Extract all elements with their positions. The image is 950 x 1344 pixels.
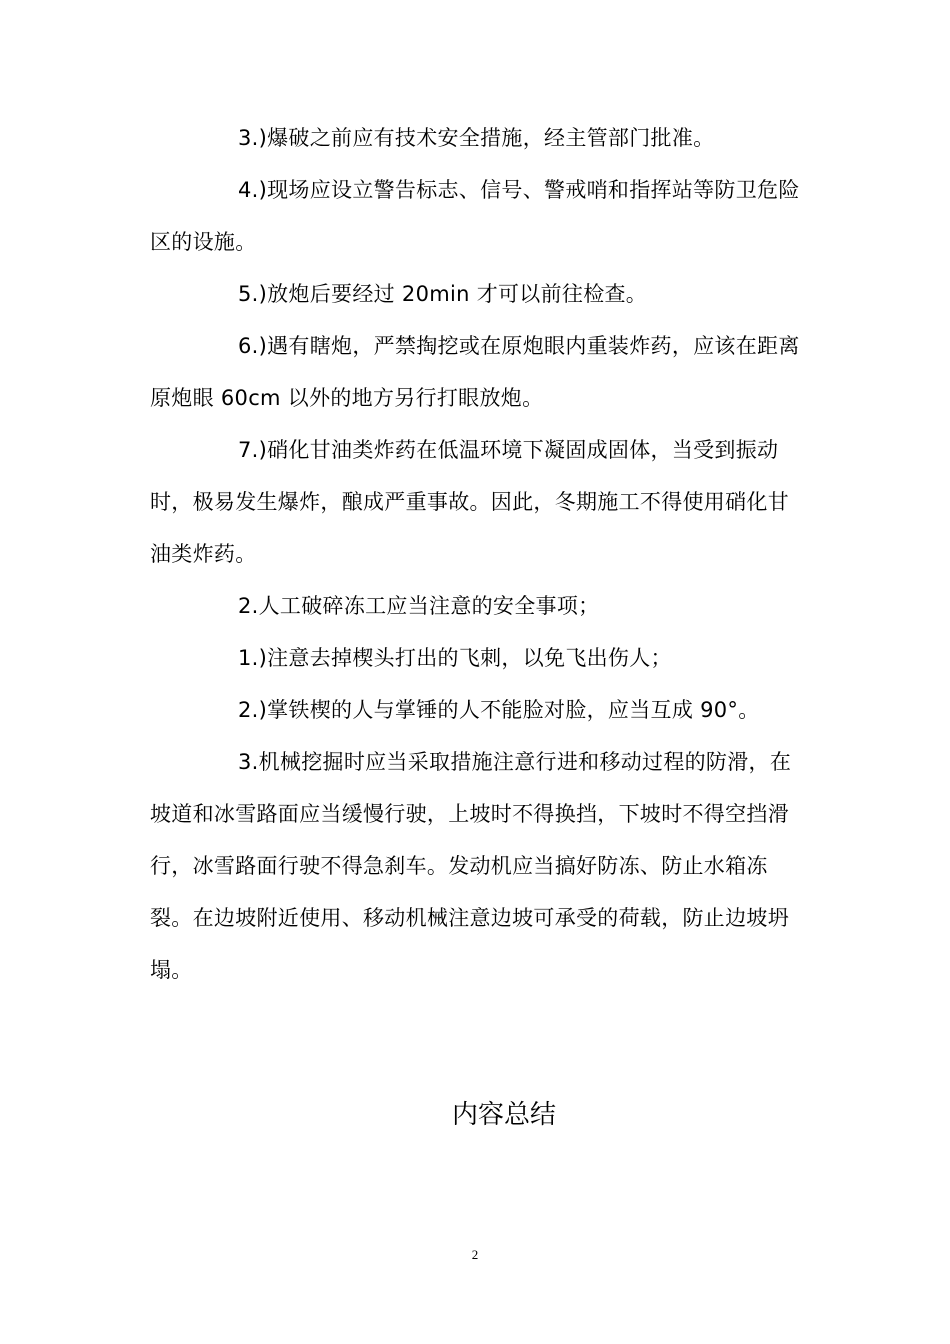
paragraph-nitroglycerin: 7.)硝化甘油类炸药在低温环境下凝固成固体，当受到振动时，极易发生爆炸，酿成严重事故。因此，冬期施工不得使用硝化甘油类炸药。 [150,438,789,566]
body-text [150,112,800,996]
summary-heading: 内容总结 [451,1100,556,1130]
paragraph-blasting-approval: 3.)爆破之前应有技术安全措施，经主管部门批准。 [238,126,715,150]
paragraph-warning-signs: 4.)现场应设立警告标志、信号、警戒哨和指挥站等防卫危险区的设施。 [150,178,800,254]
paragraph-remove-spikes: 1.)注意去掉楔头打出的飞刺，以免飞出伤人； [238,646,672,670]
paragraph-hammer-position: 2.)掌铁楔的人与掌锤的人不能脸对脸，应当互成 90°。 [238,698,760,722]
paragraph-mechanical-excavation: 3.机械挖掘时应当采取措施注意行进和移动过程的防滑，在坡道和冰雪路面应当缓慢行驶，上坡时不得换挡，下坡时不得空挡滑行，冰雪路面行驶不得急刹车。发动机应当搞好防冻、防止水箱冻裂。在边坡附近使用、移动机械注意边坡可承受的荷载，防止边坡坍塌。 [150,750,792,982]
paragraph-manual-breaking-heading: 2.人工破碎冻工应当注意的安全事项； [238,594,600,618]
page-number: 2 [471,1247,479,1262]
paragraph-misfire: 6.)遇有瞎炮，严禁掏挖或在原炮眼内重装炸药，应该在距离原炮眼 60cm 以外的地方另行打眼放炮。 [150,334,800,410]
paragraph-wait-inspection: 5.)放炮后要经过 20min 才可以前往检查。 [238,282,648,306]
